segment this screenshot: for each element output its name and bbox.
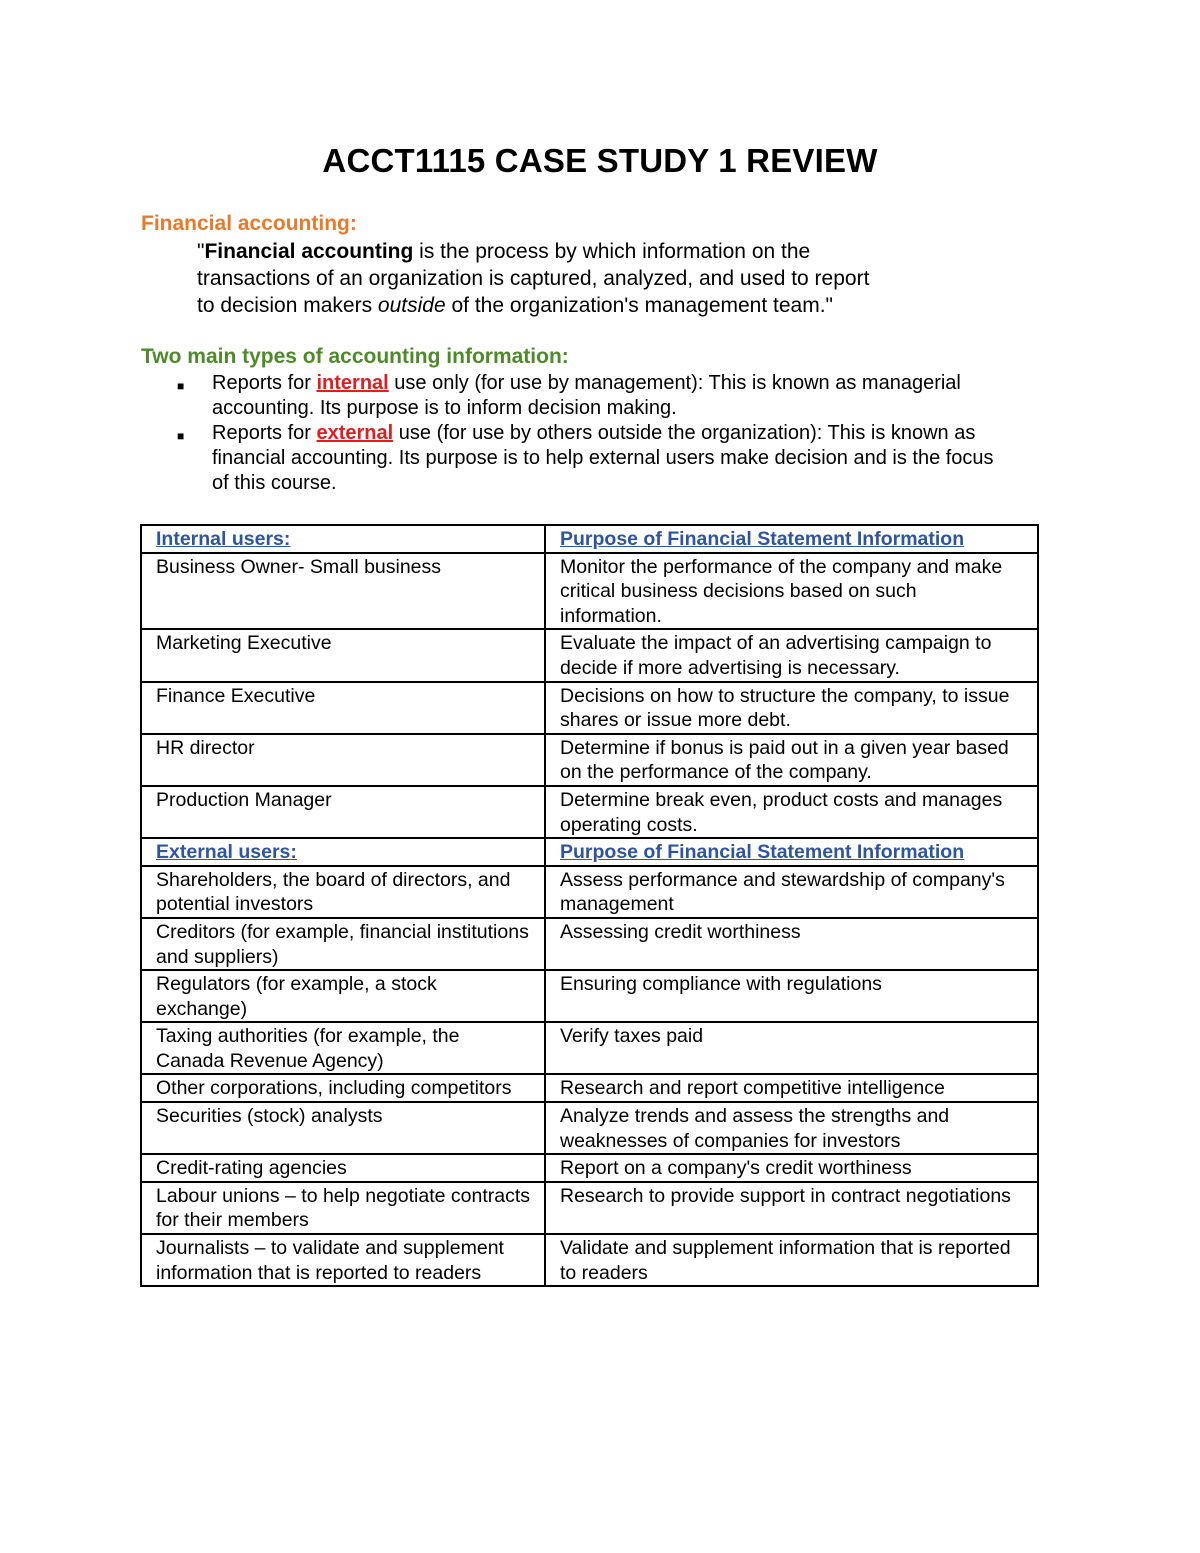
table-row (141, 1102, 1038, 1154)
list-item: ■ Reports for external use (for use by others outside the organization): This is known as financial accounting. Its purpose is to help external users make decision and is the focus of this course. (177, 422, 994, 494)
table-header-row (141, 838, 1038, 866)
purpose-cell: Assess performance and stewardship of company's management (545, 866, 1038, 918)
definition-line-3: to decision makers outside of the organization's management team." (197, 294, 833, 317)
table-row (141, 553, 1038, 630)
accounting-types-list (174, 371, 1074, 496)
table-row (141, 734, 1038, 786)
purpose-cell: Research to provide support in contract negotiations (545, 1182, 1038, 1234)
table-row (141, 918, 1038, 970)
keyword-external: external (316, 422, 394, 444)
users-table (140, 524, 1039, 1287)
user-cell: Finance Executive (141, 682, 545, 734)
emphasis-outside: outside (377, 294, 446, 317)
square-bullet-icon: ■ (177, 429, 185, 443)
purpose-cell: Research and report competitive intelligence (545, 1074, 1038, 1102)
purpose-cell: Ensuring compliance with regulations (545, 970, 1038, 1022)
financial-accounting-heading: Financial accounting: (141, 212, 357, 235)
user-cell: Business Owner- Small business (141, 553, 545, 630)
purpose-header: Purpose of Financial Statement Information (545, 525, 1038, 553)
user-cell: Taxing authorities (for example, the Canada Revenue Agency) (141, 1022, 545, 1074)
purpose-cell: Report on a company's credit worthiness (545, 1154, 1038, 1182)
purpose-cell: Evaluate the impact of an advertising campaign to decide if more advertising is necessary. (545, 629, 1038, 681)
user-cell: HR director (141, 734, 545, 786)
page-title: ACCT1115 CASE STUDY 1 REVIEW (322, 142, 878, 179)
definition-line-2: transactions of an organization is captured, analyzed, and used to report (197, 267, 870, 290)
purpose-cell: Determine break even, product costs and manages operating costs. (545, 786, 1038, 838)
table-row (141, 682, 1038, 734)
purpose-cell: Determine if bonus is paid out in a given year based on the performance of the company. (545, 734, 1038, 786)
user-cell: Marketing Executive (141, 629, 545, 681)
purpose-cell: Decisions on how to structure the company, to issue shares or issue more debt. (545, 682, 1038, 734)
user-cell: Creditors (for example, financial institutions and suppliers) (141, 918, 545, 970)
user-cell: Labour unions – to help negotiate contracts for their members (141, 1182, 545, 1234)
definition-term: Financial accounting (204, 240, 414, 263)
table-row (141, 1074, 1038, 1102)
table-row (141, 786, 1038, 838)
purpose-cell: Validate and supplement information that is reported to readers (545, 1234, 1038, 1286)
table-row (141, 866, 1038, 918)
table-header-row (141, 525, 1038, 553)
user-cell: Regulators (for example, a stock exchange) (141, 970, 545, 1022)
square-bullet-icon: ■ (177, 379, 185, 393)
purpose-header: Purpose of Financial Statement Information (545, 838, 1038, 866)
table-row (141, 1182, 1038, 1234)
keyword-internal: internal (316, 372, 389, 394)
user-cell: Shareholders, the board of directors, and potential investors (141, 866, 545, 918)
user-cell: Securities (stock) analysts (141, 1102, 545, 1154)
financial-accounting-definition (197, 238, 997, 319)
purpose-cell: Assessing credit worthiness (545, 918, 1038, 970)
internal-users-header: Internal users: (141, 525, 545, 553)
purpose-cell: Monitor the performance of the company and make critical business decisions based on such information. (545, 553, 1038, 630)
table-row (141, 629, 1038, 681)
user-cell: Journalists – to validate and supplement information that is reported to readers (141, 1234, 545, 1286)
table-row (141, 1154, 1038, 1182)
list-item: ■ Reports for internal use only (for use by management): This is known as managerial accounting. Its purpose is to inform decision making. (177, 372, 961, 419)
purpose-cell: Analyze trends and assess the strengths and weaknesses of companies for investors (545, 1102, 1038, 1154)
table-row (141, 970, 1038, 1022)
user-cell: Other corporations, including competitors (141, 1074, 545, 1102)
user-cell: Credit-rating agencies (141, 1154, 545, 1182)
external-users-header: External users: (141, 838, 545, 866)
user-cell: Production Manager (141, 786, 545, 838)
table-row (141, 1234, 1038, 1286)
accounting-types-heading: Two main types of accounting information: (141, 345, 569, 368)
purpose-cell: Verify taxes paid (545, 1022, 1038, 1074)
table-row (141, 1022, 1038, 1074)
definition-line-1: "Financial accounting is the process by which information on the (197, 240, 811, 263)
